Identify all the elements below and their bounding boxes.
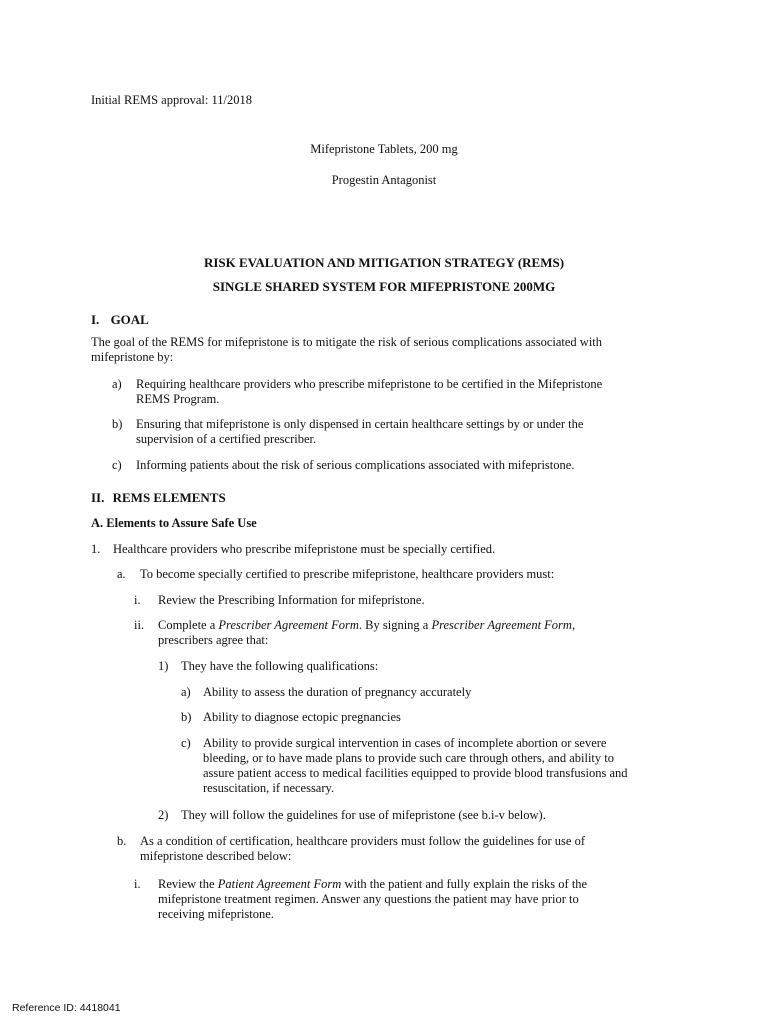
form-name: Prescriber Agreement Form bbox=[218, 618, 359, 632]
goal-intro bbox=[91, 335, 602, 365]
product-name: Mifepristone Tablets, 200 mg bbox=[310, 142, 458, 156]
list-item-text: They have the following qualifications: bbox=[181, 659, 379, 673]
list-item-text: mifepristone treatment regimen. Answer any questions the patient may have prior to bbox=[158, 892, 579, 906]
section-marker: I. bbox=[91, 312, 100, 327]
approval-date: Initial REMS approval: 11/2018 bbox=[91, 93, 252, 107]
goal-intro-line: mifepristone by: bbox=[91, 350, 174, 364]
document-title-line1: RISK EVALUATION AND MITIGATION STRATEGY (REMS) bbox=[203, 255, 565, 270]
text-run: , bbox=[571, 618, 576, 632]
list-item-text: Ability to provide surgical intervention in cases of incomplete abortion or severe bbox=[203, 736, 607, 750]
list-marker: a) bbox=[112, 377, 122, 391]
list-item-text: REMS Program. bbox=[136, 392, 220, 406]
list-item-text: mifepristone described below: bbox=[140, 849, 292, 863]
form-name: Prescriber Agreement Form bbox=[431, 618, 572, 632]
list-marker: i. bbox=[134, 593, 141, 607]
list-marker: c) bbox=[112, 458, 122, 472]
text-run: . By signing a bbox=[358, 618, 432, 632]
list-marker: 1) bbox=[158, 659, 169, 673]
element-item-b bbox=[117, 834, 717, 864]
goal-intro-line: The goal of the REMS for mifepristone is to mitigate the risk of serious complications associated with bbox=[91, 335, 603, 349]
list-item-text: Requiring healthcare providers who prescribe mifepristone to be certified in the Mifepristone bbox=[136, 377, 603, 391]
document-title-line2: SINGLE SHARED SYSTEM FOR MIFEPRISTONE 200MG bbox=[212, 279, 556, 294]
list-marker: 1. bbox=[91, 542, 101, 556]
text-run: Review the bbox=[158, 877, 218, 891]
list-item-text: assure patient access to medical facilities equipped to provide blood transfusions and bbox=[203, 766, 628, 780]
text-run: with the patient and fully explain the risks of the bbox=[341, 877, 588, 891]
qualification-c bbox=[181, 736, 741, 796]
list-item-text: Ability to diagnose ectopic pregnancies bbox=[203, 710, 401, 724]
goal-item-b bbox=[112, 417, 712, 447]
list-item-text: Review the Prescribing Information for mifepristone. bbox=[158, 593, 425, 607]
text-run: Complete a bbox=[158, 618, 219, 632]
element-item-2g bbox=[158, 808, 728, 823]
section-title: GOAL bbox=[110, 312, 149, 327]
list-item-text: They will follow the guidelines for use of mifepristone (see b.i-v below). bbox=[181, 808, 546, 822]
list-marker: b. bbox=[117, 834, 127, 848]
list-item-text: Healthcare providers who prescribe mifepristone must be specially certified. bbox=[113, 542, 496, 556]
list-item-text: bleeding, or to have made plans to provide such care through others, and ability to bbox=[203, 751, 614, 765]
goal-item-c bbox=[112, 458, 712, 473]
list-marker: a) bbox=[181, 685, 191, 699]
list-marker: ii. bbox=[134, 618, 145, 632]
section-marker: II. bbox=[91, 490, 105, 505]
list-marker: b) bbox=[112, 417, 123, 431]
qualification-b bbox=[181, 710, 721, 725]
element-item-a-ii bbox=[134, 618, 734, 648]
list-item-text bbox=[158, 877, 734, 892]
list-marker: i. bbox=[134, 877, 141, 891]
list-item-text bbox=[158, 618, 734, 633]
list-item-text: Ability to assess the duration of pregnancy accurately bbox=[203, 685, 472, 699]
list-marker: c) bbox=[181, 736, 191, 750]
section-goal-heading bbox=[91, 312, 149, 327]
list-marker: b) bbox=[181, 710, 192, 724]
reference-id: Reference ID: 4418041 bbox=[12, 1002, 121, 1014]
list-marker: a. bbox=[117, 567, 126, 581]
list-item-text: To become specially certified to prescribe mifepristone, healthcare providers must: bbox=[140, 567, 555, 581]
qualification-a bbox=[181, 685, 721, 700]
list-item-text: As a condition of certification, healthcare providers must follow the guidelines for use of bbox=[140, 834, 586, 848]
element-item-a-i bbox=[134, 593, 714, 608]
list-item-text: supervision of a certified prescriber. bbox=[136, 432, 317, 446]
list-item-text: resuscitation, if necessary. bbox=[203, 781, 335, 795]
form-name: Patient Agreement Form bbox=[217, 877, 342, 891]
section-title: REMS ELEMENTS bbox=[112, 490, 226, 505]
list-item-text: Informing patients about the risk of serious complications associated with mifepristone. bbox=[136, 458, 575, 472]
goal-item-a bbox=[112, 377, 712, 407]
element-item-a bbox=[117, 567, 717, 582]
element-item-1 bbox=[91, 542, 711, 557]
drug-class: Progestin Antagonist bbox=[331, 173, 437, 187]
list-item-text: Ensuring that mifepristone is only dispensed in certain healthcare settings by or under the bbox=[136, 417, 584, 431]
element-item-b-i bbox=[134, 877, 734, 922]
list-item-text: prescribers agree that: bbox=[158, 633, 269, 647]
subsection-heading: A. Elements to Assure Safe Use bbox=[91, 516, 257, 530]
list-item-text: receiving mifepristone. bbox=[158, 907, 274, 921]
section-elements-heading bbox=[91, 490, 226, 505]
list-marker: 2) bbox=[158, 808, 169, 822]
element-item-1q bbox=[158, 659, 718, 674]
